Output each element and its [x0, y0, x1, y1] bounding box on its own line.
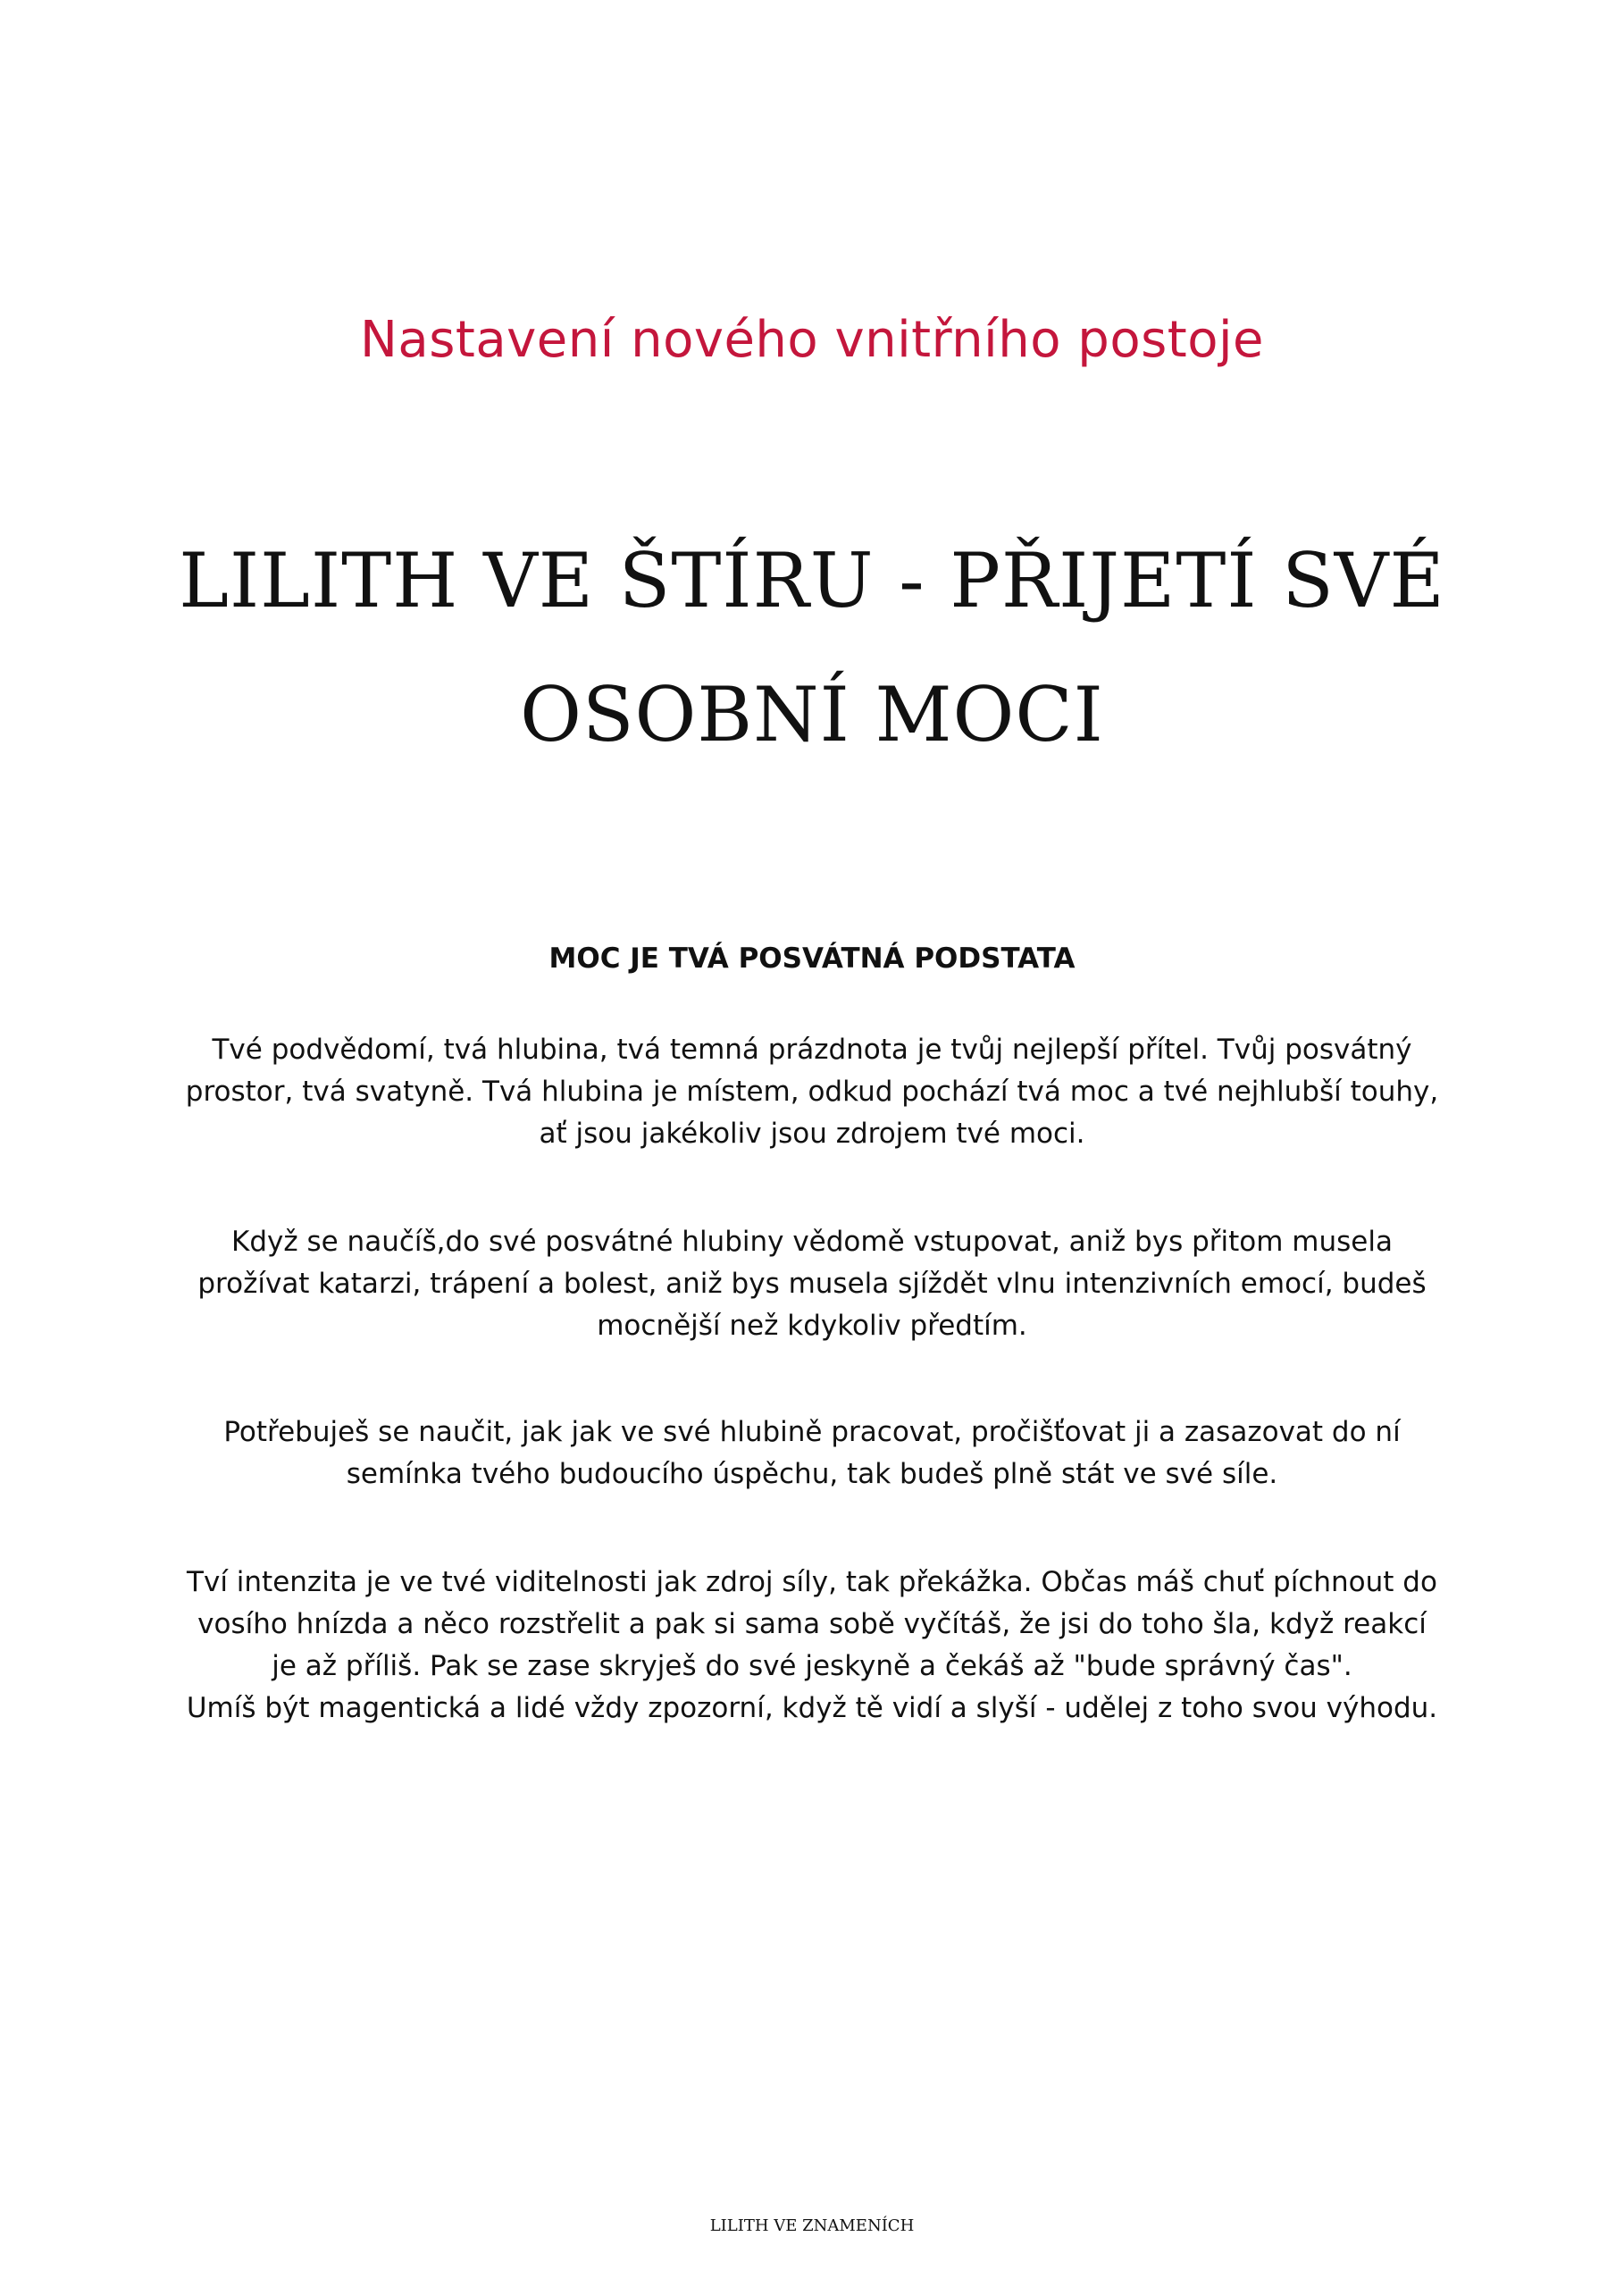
page-subtitle: Nastavení nového vnitřního postoje [359, 311, 1264, 369]
page-footer: LILITH VE ZNAMENÍCH [709, 2216, 915, 2235]
paragraph-line: ať jsou jakékoliv jsou zdrojem tvé moci. [539, 1118, 1085, 1150]
paragraph-line: prostor, tvá svatyně. Tvá hlubina je místem, odkud pochází tvá moc a tvé nejhlubší touhy, [185, 1076, 1439, 1108]
title-line: LILITH VE ŠTÍRU - PŘIJETÍ SVÉ [179, 537, 1445, 624]
paragraph-line: Tví intenzita je ve tvé viditelnosti jak zdroj síly, tak překážka. Občas máš chuť píchnout do [187, 1566, 1437, 1598]
paragraph-line: Potřebuješ se naučit, jak jak ve své hlubině pracovat, pročišťovat ji a zasazovat do ní [223, 1416, 1401, 1448]
paragraph-line: prožívat katarzi, trápení a bolest, aniž bys musela sjíždět vlnu intenzivních emocí, budeš [197, 1268, 1427, 1300]
paragraph-line: Tvé podvědomí, tvá hlubina, tvá temná prázdnota je tvůj nejlepší přítel. Tvůj posvátný [212, 1034, 1412, 1066]
paragraph-3 [134, 1412, 1490, 1495]
paragraph-line: mocnější než kdykoliv předtím. [597, 1310, 1027, 1342]
page-title [107, 514, 1517, 782]
paragraph-line: Umíš být magentická a lidé vždy zpozorní, když tě vidí a slyší - udělej z toho svou výhodu. [186, 1692, 1438, 1724]
paragraph-line: vosího hnízda a něco rozstřelit a pak si sama sobě vyčítáš, že jsi do toho šla, když reakcí [197, 1608, 1427, 1640]
title-line: OSOBNÍ MOCI [520, 671, 1104, 758]
paragraph-line: je až příliš. Pak se zase skryješ do své jeskyně a čekáš až "bude správný čas". [272, 1650, 1352, 1682]
section-heading: MOC JE TVÁ POSVÁTNÁ PODSTATA [548, 942, 1076, 975]
paragraph-2 [134, 1221, 1490, 1347]
paragraph-1 [134, 1029, 1490, 1155]
paragraph-line: Když se naučíš,do své posvátné hlubiny vědomě vstupovat, aniž bys přitom musela [231, 1226, 1393, 1258]
paragraph-4 [134, 1562, 1490, 1730]
paragraph-line: semínka tvého budoucího úspěchu, tak budeš plně stát ve své síle. [346, 1458, 1278, 1490]
